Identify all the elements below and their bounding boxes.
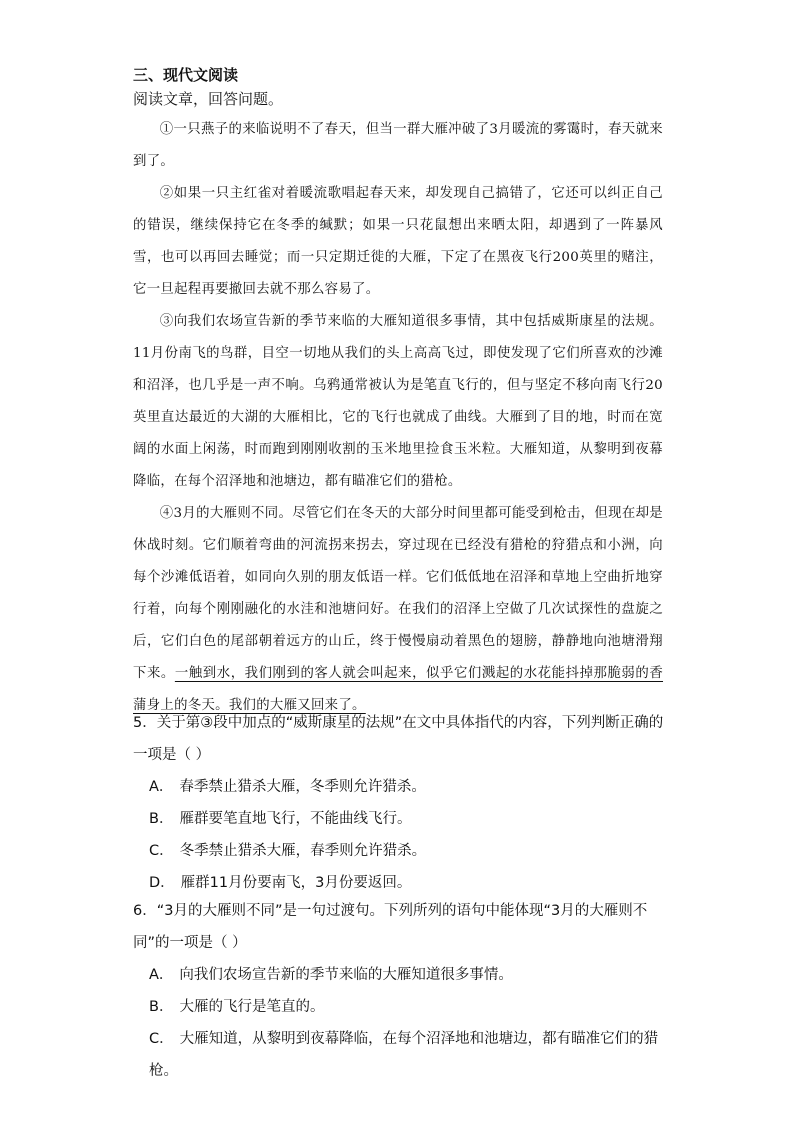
passage-paragraph-3: ③向我们农场宣告新的季节来临的大雁知道很多事情，其中包括威斯康星的法规。11月份南飞的鸟群，目空一切地从我们的头上高高飞过，即使发现了它们所喜欢的沙滩和沼泽，也几乎是一声不响。乌鸦通常被认为是笔直飞行的，但与坚定不移向南飞行20英里直达最近的大湖的大雁相比，它的飞行也就成了曲线。大雁到了目的地，时而在宽阔的水面上闲荡，时而跑到刚刚收割的玉米地里捡食玉米粒。大雁知道，从黎明到夜幕降临，在每个沼泽地和池塘边，都有瞄准它们的猎枪。 [133,314,663,489]
option-label: C． [149,843,174,859]
question-5 [133,707,668,899]
underlined-sentence: 一触到水，我们刚到的客人就会叫起来，似乎它们溅起的水花能抖掉那脆弱的香蒲身上的冬天。我们的大雁又回来了。 [133,666,664,713]
option-text: 春季禁止猎杀大雁，冬季则允许猎杀。 [179,779,426,795]
option-text: 冬季禁止猎杀大雁，春季则允许猎杀。 [179,843,427,859]
question-5-option-a[interactable] [133,771,668,803]
option-text: 雁群要笔直地飞行，不能曲线飞行。 [179,811,412,827]
passage-paragraph-2: ②如果一只主红雀对着暖流歌唱起春天来，却发现自己搞错了，它还可以纠正自己的错误，继续保持它在冬季的缄默；如果一只花鼠想出来晒太阳，却遇到了一阵暴风雪，也可以再回去睡觉；而一只定期迁徙的大雁，下定了在黑夜飞行200英里的赌注，它一旦起程再要撤回去就不那么容易了。 [133,186,663,297]
passage-paragraph-1: ①一只燕子的来临说明不了春天，但当一群大雁冲破了3月暖流的雾霭时，春天就来到了。 [133,122,663,169]
question-6-stem: 6．“3月的大雁则不同”是一句过渡句。下列所列的语句中能体现“3月的大雁则不同”的一项是（ ） [133,903,648,951]
question-6-option-b[interactable] [133,991,668,1023]
instruction-text: 阅读文章，回答问题。 [133,90,284,108]
option-text: 雁群11月份要南飞，3月份要返回。 [180,875,412,891]
option-text: 大雁的飞行是笔直的。 [179,999,325,1015]
option-label: B． [149,811,174,827]
option-text: 大雁知道，从黎明到夜幕降临，在每个沼泽地和池塘边，都有瞄准它们的猎枪。 [149,1031,659,1079]
question-6 [133,895,668,1087]
question-6-option-c[interactable] [133,1023,668,1087]
passage-paragraph-4-text: ④3月的大雁则不同。尽管它们在冬天的大部分时间里都可能受到枪击，但现在却是休战时刻。它们顺着弯曲的河流拐来拐去，穿过现在已经没有猎枪的狩猎点和小洲，向每个沙滩低语着，如同向久别的朋友低语一样。它们低低地在沼泽和草地上空曲折地穿行着，向每个刚刚融化的水洼和池塘问好。在我们的沼泽上空做了几次试探性的盘旋之后，它们白色的尾部朝着远方的山丘，终于慢慢扇动着黑色的翅膀，静静地向池塘滑翔下来。 [133,506,663,681]
option-label: D． [149,875,175,891]
section-title: 三、现代文阅读 [133,66,239,84]
question-6-option-a[interactable] [133,959,668,991]
option-label: A． [149,779,174,795]
question-5-stem: 5．关于第③段中加点的“威斯康星的法规”在文中具体指代的内容，下列判断正确的一项是（ ） [133,715,664,763]
question-5-option-b[interactable] [133,803,668,835]
option-label: C． [149,1031,174,1047]
passage-paragraph-4 [133,498,663,722]
question-5-option-c[interactable] [133,835,668,867]
option-label: B． [149,999,174,1015]
reading-passage [133,114,663,722]
option-text: 向我们农场宣告新的季节来临的大雁知道很多事情。 [179,967,513,983]
option-label: A． [149,967,174,983]
